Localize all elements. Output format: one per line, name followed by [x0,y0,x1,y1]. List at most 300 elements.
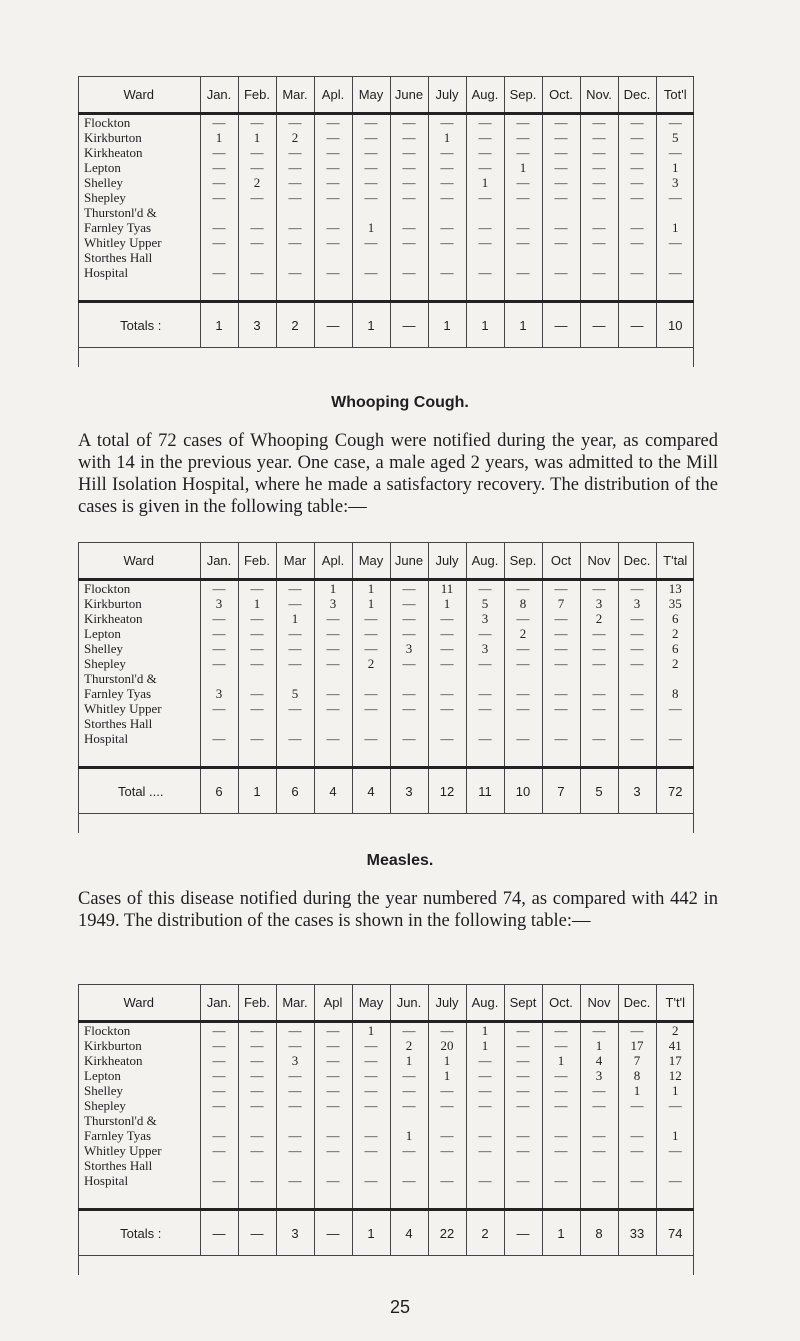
table-row [78,701,694,716]
table-row [78,250,694,265]
total-cell: 4 [390,1210,428,1256]
count-cell: — [542,220,580,235]
column-header: Apl. [314,76,352,114]
column-header: June [390,542,428,580]
count-cell [200,205,238,220]
count-cell: — [428,611,466,626]
count-cell: — [276,235,314,250]
count-cell: — [200,1038,238,1053]
total-cell: 1 [200,302,238,348]
count-cell [352,205,390,220]
count-cell: — [314,190,352,205]
count-cell: — [466,580,504,597]
count-cell [314,1113,352,1128]
column-header: Feb. [238,76,276,114]
count-cell: — [618,175,656,190]
count-cell: 7 [542,596,580,611]
column-header-ward: Ward [78,542,200,580]
count-cell: — [504,175,542,190]
count-cell: 1 [352,580,390,597]
count-cell: — [580,1022,618,1039]
total-cell: 2 [466,1210,504,1256]
count-cell: — [276,175,314,190]
table-row [78,1098,694,1113]
ward-name-cell: Farnley Tyas [78,686,200,701]
count-cell: — [580,701,618,716]
count-cell: — [428,626,466,641]
count-cell: — [200,580,238,597]
column-header: Sep. [504,542,542,580]
count-cell: 1 [466,1022,504,1039]
column-header: Nov. [580,76,618,114]
column-header: Aug. [466,76,504,114]
count-cell: — [542,265,580,280]
count-cell: 1 [390,1128,428,1143]
total-cell: — [314,1210,352,1256]
count-cell: — [200,160,238,175]
count-cell: — [618,145,656,160]
count-cell: — [314,731,352,746]
count-cell: — [668,701,682,716]
count-cell: 1 [352,220,390,235]
count-cell: — [276,1128,314,1143]
count-cell: — [668,145,682,160]
count-cell: — [668,1098,682,1113]
count-cell: — [668,731,682,746]
count-cell: — [618,701,656,716]
count-cell: — [466,1128,504,1143]
count-cell: — [276,1173,314,1188]
ward-name-cell: Shepley [78,190,200,205]
count-cell: 3 [314,596,352,611]
count-cell: — [352,160,390,175]
count-cell: — [352,265,390,280]
measles-heading: Measles. [366,852,434,869]
count-cell: 1 [352,596,390,611]
totals-label: Total .... [78,768,200,814]
count-cell: — [542,130,580,145]
count-cell: — [504,1038,542,1053]
count-cell: — [390,656,428,671]
count-cell: — [314,130,352,145]
count-cell: — [542,1143,580,1158]
count-cell [314,205,352,220]
count-cell: — [428,145,466,160]
count-cell: — [200,265,238,280]
column-header: Oct. [542,76,580,114]
total-cell: 3 [618,768,656,814]
count-cell: — [200,731,238,746]
total-cell: 8 [580,1210,618,1256]
count-cell [504,671,542,686]
count-cell: — [238,1038,276,1053]
count-cell: 2 [504,626,542,641]
table-row [78,671,694,686]
column-header: July [428,76,466,114]
count-cell [504,1158,542,1173]
count-cell [390,716,428,731]
ward-name-cell: Shelley [78,1083,200,1098]
count-cell: — [466,235,504,250]
count-cell: — [428,190,466,205]
count-cell: 2 [672,626,679,641]
count-cell: — [352,1173,390,1188]
count-cell: 1 [428,1053,466,1068]
total-cell: 1 [504,302,542,348]
count-cell: — [238,731,276,746]
count-cell: — [542,175,580,190]
count-cell [200,1113,238,1128]
count-cell: — [504,1053,542,1068]
total-cell: 1 [238,768,276,814]
total-cell: 1 [542,1210,580,1256]
table-row [78,235,694,250]
count-cell: — [200,220,238,235]
count-cell: — [390,190,428,205]
count-cell: 1 [618,1083,656,1098]
table-row [78,580,694,597]
count-cell: — [466,114,504,131]
count-cell [238,1158,276,1173]
count-cell: — [504,611,542,626]
count-cell: — [618,114,656,131]
count-cell [656,250,694,265]
count-cell: — [352,130,390,145]
count-cell: 6 [672,611,679,626]
count-cell [542,205,580,220]
count-cell: 2 [672,1023,679,1038]
count-cell: 2 [390,1038,428,1053]
column-header: Dec. [618,542,656,580]
count-cell [656,716,694,731]
total-cell: 12 [428,768,466,814]
count-cell: — [276,701,314,716]
total-cell: — [618,302,656,348]
column-header: July [428,542,466,580]
measles-table [78,984,694,1256]
count-cell: — [238,701,276,716]
count-cell [352,671,390,686]
total-cell: 2 [276,302,314,348]
count-cell: — [238,1053,276,1068]
count-cell [542,250,580,265]
count-cell [466,671,504,686]
count-cell: — [276,731,314,746]
count-cell [200,250,238,265]
count-cell: — [618,1098,656,1113]
total-cell: 33 [618,1210,656,1256]
count-cell: — [390,1068,428,1083]
count-cell: 3 [276,1053,314,1068]
count-cell: — [314,160,352,175]
column-header: Sep. [504,76,542,114]
count-cell [238,205,276,220]
table-row [78,265,694,280]
count-cell: — [352,1098,390,1113]
ward-name-cell: Kirkburton [78,1038,200,1053]
column-header: May [352,542,390,580]
count-cell [428,205,466,220]
count-cell: — [352,686,390,701]
total-cell: 22 [428,1210,466,1256]
count-cell: 3 [672,175,679,190]
count-cell: 2 [580,611,618,626]
column-header: Oct [542,542,580,580]
count-cell: — [542,701,580,716]
count-cell: — [504,190,542,205]
count-cell: — [580,626,618,641]
count-cell: 1 [276,611,314,626]
count-cell: — [542,235,580,250]
count-cell [542,716,580,731]
count-cell [352,1158,390,1173]
count-cell: — [504,1022,542,1039]
count-cell [428,1158,466,1173]
table-row [78,1053,694,1068]
table-row [78,1128,694,1143]
count-cell: — [618,1143,656,1158]
count-cell: — [580,580,618,597]
count-cell: — [428,1098,466,1113]
ward-name-cell: Shepley [78,656,200,671]
table-row [78,220,694,235]
count-cell: — [428,686,466,701]
count-cell: — [238,265,276,280]
count-cell: — [314,220,352,235]
count-cell: — [618,1022,656,1039]
total-cell: 3 [276,1210,314,1256]
count-cell: — [238,686,276,701]
count-cell [314,250,352,265]
count-cell: — [390,160,428,175]
count-cell: — [466,145,504,160]
count-cell: — [542,641,580,656]
column-header: T'tal [656,542,694,580]
count-cell: — [200,1083,238,1098]
count-cell: — [314,701,352,716]
count-cell [200,1158,238,1173]
count-cell: — [542,686,580,701]
column-header: Apl. [314,542,352,580]
count-cell [580,250,618,265]
count-cell: — [276,1098,314,1113]
table-row [78,596,694,611]
count-cell: — [668,235,682,250]
count-cell [276,1113,314,1128]
count-cell: — [276,160,314,175]
count-cell [504,1113,542,1128]
count-cell: 3 [466,641,504,656]
count-cell [618,671,656,686]
column-header: Mar [276,542,314,580]
ward-name-cell: Hospital [78,1173,200,1188]
count-cell: — [466,130,504,145]
count-cell: — [504,641,542,656]
count-cell: — [390,175,428,190]
total-cell: 10 [656,302,694,348]
count-cell: — [200,701,238,716]
count-cell: — [390,1098,428,1113]
table-row [78,611,694,626]
count-cell: — [390,1173,428,1188]
count-cell: — [314,1038,352,1053]
count-cell: — [390,145,428,160]
count-cell [390,1158,428,1173]
total-cell: 3 [390,768,428,814]
count-cell [428,671,466,686]
count-cell: — [504,1083,542,1098]
table-header-row [78,542,694,580]
count-cell: — [580,114,618,131]
table-spacer-row [78,280,694,302]
count-cell: — [466,1068,504,1083]
count-cell: — [238,641,276,656]
count-cell: 12 [668,1068,682,1083]
ward-name-cell: Kirkheaton [78,145,200,160]
count-cell: — [428,1143,466,1158]
total-cell: 10 [504,768,542,814]
count-cell: — [238,1098,276,1113]
count-cell: — [352,145,390,160]
count-cell: — [200,190,238,205]
table-row [78,1113,694,1128]
count-cell: 2 [238,175,276,190]
table-row [78,686,694,701]
count-cell: — [428,641,466,656]
count-cell: — [314,114,352,131]
count-cell: — [542,626,580,641]
count-cell: — [466,701,504,716]
column-header: Apl [314,984,352,1022]
total-cell: — [200,1210,238,1256]
column-header: Mar. [276,76,314,114]
count-cell: — [504,235,542,250]
count-cell: — [200,611,238,626]
count-cell [352,1113,390,1128]
ward-name-cell: Thurstonl'd & [78,671,200,686]
count-cell: 3 [580,596,618,611]
count-cell: — [580,235,618,250]
count-cell: 13 [668,581,682,596]
totals-row [78,302,694,348]
count-cell: — [200,1068,238,1083]
count-cell: — [390,220,428,235]
ward-name-cell: Hospital [78,265,200,280]
count-cell [618,1113,656,1128]
count-cell: 1 [672,160,679,175]
count-cell: — [466,1053,504,1068]
count-cell: — [542,190,580,205]
count-cell: — [238,1068,276,1083]
count-cell [618,716,656,731]
count-cell: — [238,235,276,250]
count-cell: — [390,701,428,716]
count-cell: — [668,115,682,130]
count-cell: — [466,731,504,746]
count-cell: — [428,235,466,250]
count-cell [276,205,314,220]
count-cell: — [504,265,542,280]
count-cell: — [504,130,542,145]
count-cell: — [276,1143,314,1158]
count-cell [352,250,390,265]
count-cell [580,716,618,731]
table-row [78,1022,694,1039]
count-cell [276,1158,314,1173]
ward-name-cell: Kirkburton [78,130,200,145]
count-cell [238,671,276,686]
count-cell [428,250,466,265]
count-cell: — [428,656,466,671]
count-cell [466,250,504,265]
count-cell: — [428,1083,466,1098]
count-cell: 17 [618,1038,656,1053]
count-cell [238,716,276,731]
count-cell: — [276,1083,314,1098]
count-cell: 2 [352,656,390,671]
count-cell: — [504,731,542,746]
count-cell: — [352,1143,390,1158]
column-header: Feb. [238,542,276,580]
count-cell: — [200,641,238,656]
count-cell: — [504,145,542,160]
count-cell: — [504,686,542,701]
count-cell: — [580,686,618,701]
ward-name-cell: Storthes Hall [78,716,200,731]
count-cell: — [276,1022,314,1039]
count-cell [580,205,618,220]
total-cell: — [504,1210,542,1256]
count-cell: — [618,235,656,250]
count-cell: — [580,145,618,160]
count-cell: 3 [580,1068,618,1083]
count-cell: — [428,1128,466,1143]
count-cell: — [276,145,314,160]
count-cell: 17 [668,1053,682,1068]
count-cell [542,671,580,686]
column-header-ward: Ward [78,76,200,114]
count-cell: 1 [672,1128,679,1143]
count-cell: — [466,220,504,235]
count-cell: — [618,130,656,145]
ward-name-cell: Lepton [78,626,200,641]
count-cell: — [466,265,504,280]
count-cell: — [200,626,238,641]
count-cell: — [238,114,276,131]
total-cell: — [542,302,580,348]
count-cell: — [580,130,618,145]
ward-name-cell: Storthes Hall [78,1158,200,1173]
ward-name-cell: Lepton [78,160,200,175]
ward-name-cell: Shepley [78,1098,200,1113]
totals-row [78,768,694,814]
count-cell: 3 [466,611,504,626]
count-cell [276,250,314,265]
count-cell: — [618,160,656,175]
count-cell: — [238,160,276,175]
total-cell: — [390,302,428,348]
total-cell: 7 [542,768,580,814]
count-cell: — [428,701,466,716]
measles-paragraph: Cases of this disease notified during the year numbered 74, as compared with 442 in 1949. The distribution of the cases is shown in the following table:— [78,889,718,931]
count-cell: 1 [428,596,466,611]
count-cell: — [580,175,618,190]
count-cell [542,1113,580,1128]
ward-name-cell: Farnley Tyas [78,1128,200,1143]
count-cell: — [314,1053,352,1068]
count-cell: — [352,611,390,626]
count-cell: — [504,114,542,131]
